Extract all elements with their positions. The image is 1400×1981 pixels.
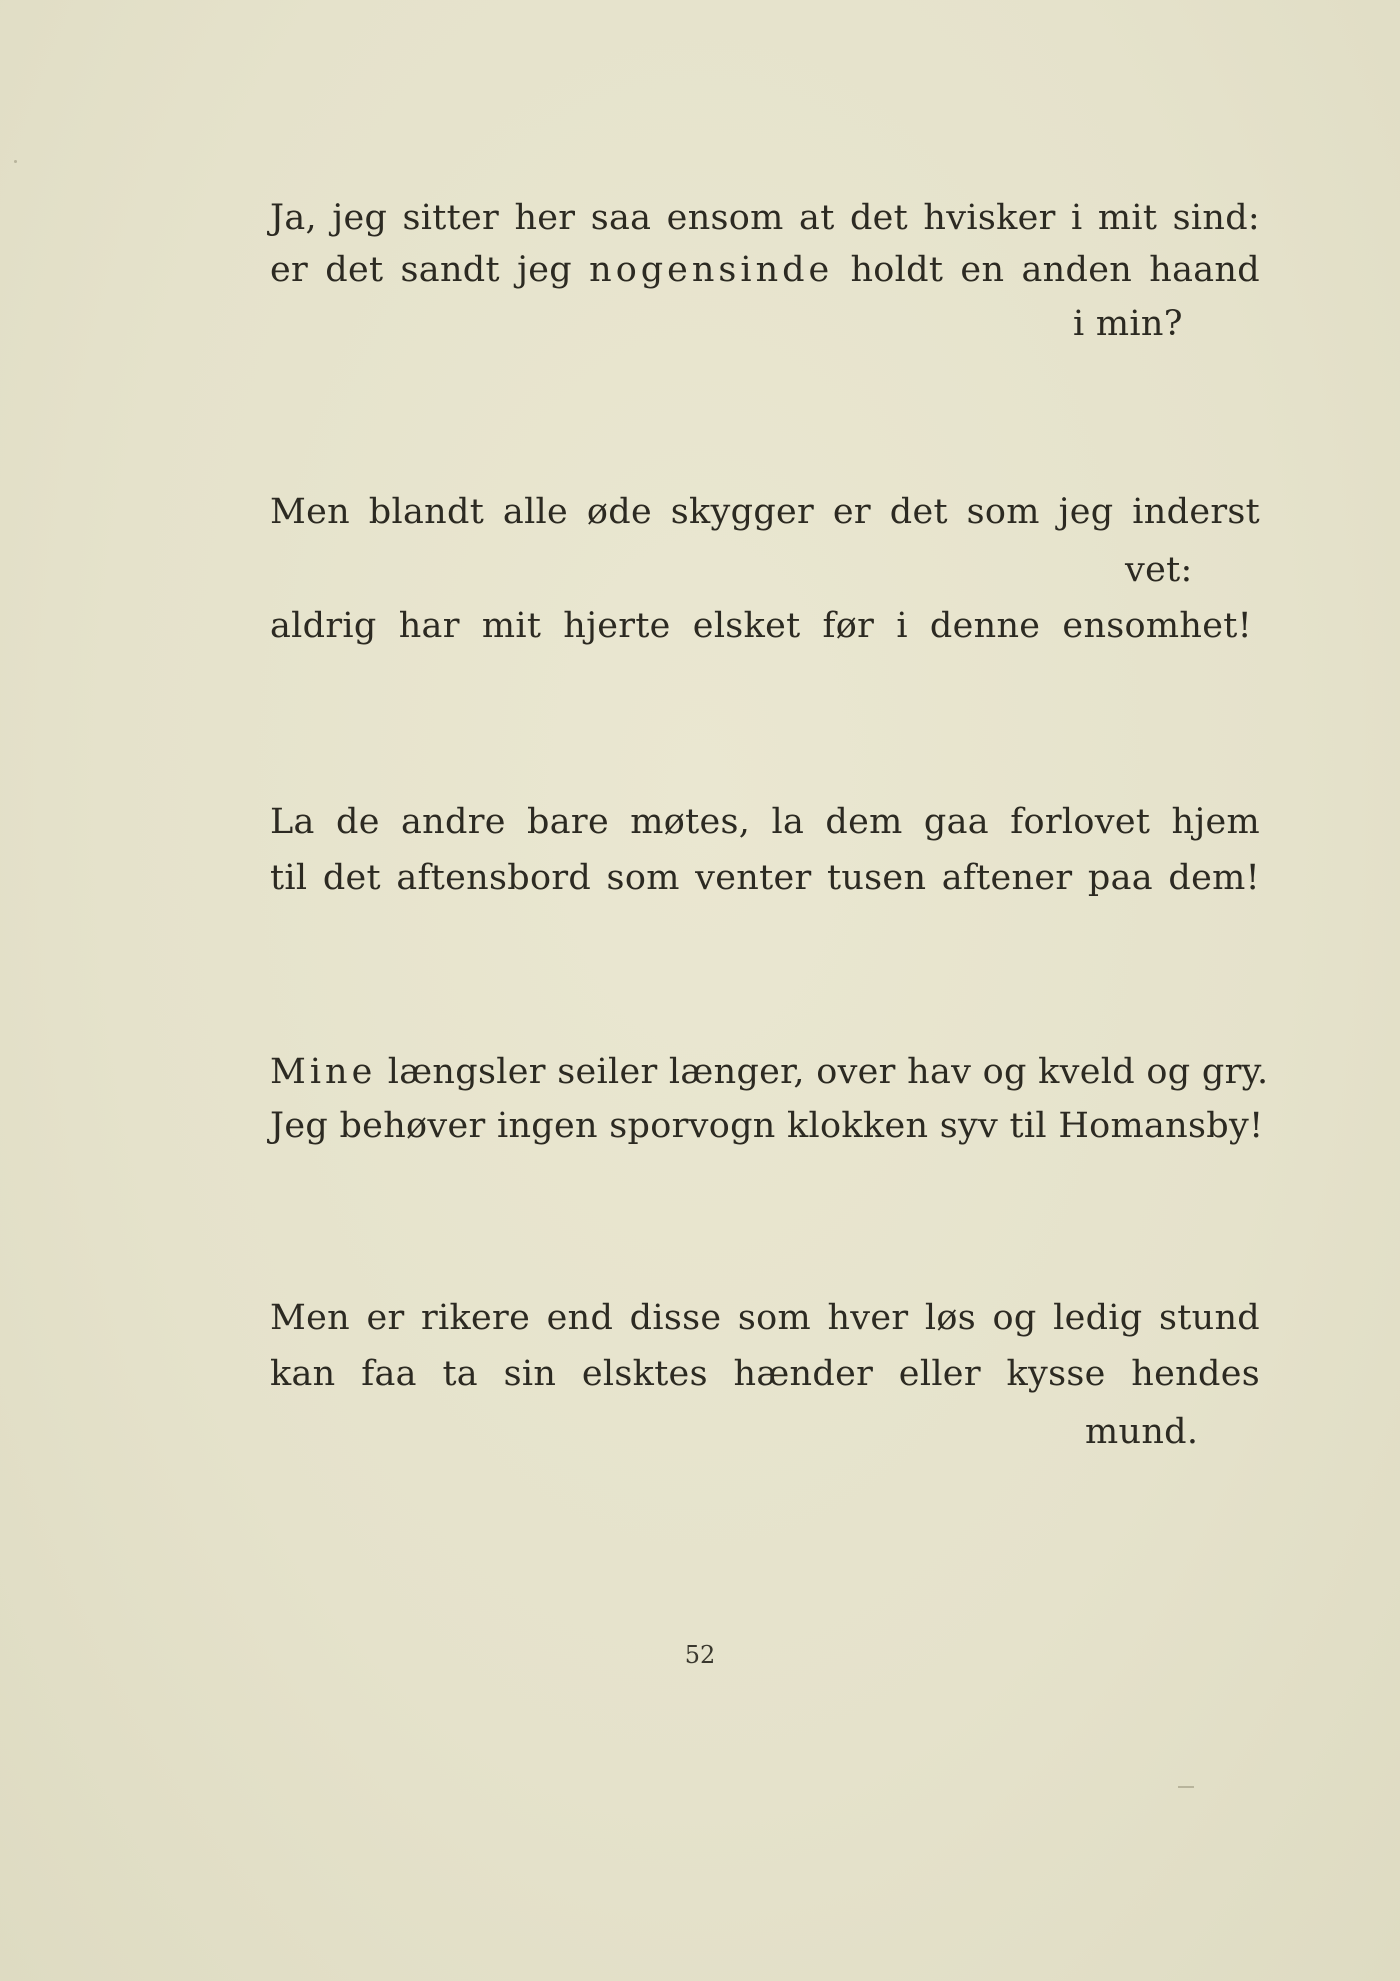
stanza-4-line-2: Jeg behøver ingen sporvogn klokken syv til Homansby! <box>270 1106 1264 1146</box>
stanza-2-line-2: aldrig har mit hjerte elsket før i denne ensomhet! <box>270 606 1252 646</box>
stanza-5-line-2: kan faa ta sin elsktes hænder eller kysse hendes <box>270 1354 1260 1394</box>
stanza-4-line-1 <box>270 1050 1269 1094</box>
stanza-1-line-1: Ja, jeg sitter her saa ensom at det hvisker i mit sind: <box>270 198 1260 238</box>
stanza-2-line-1-continuation: vet: <box>1125 550 1193 590</box>
scan-dash-mark <box>1178 1786 1194 1788</box>
stanza-1-line-2 <box>270 248 1260 292</box>
stanza-4-emphasized-word: Mine <box>270 1052 377 1092</box>
stanza-1-line-2-continuation: i min? <box>1073 304 1183 344</box>
stanza-5-line-1: Men er rikere end disse som hver løs og ledig stund <box>270 1298 1260 1338</box>
stanza-1-emphasized-word: nogensinde <box>589 250 834 290</box>
stanza-5-line-2-continuation: mund. <box>1085 1412 1199 1452</box>
stanza-1-line-2-end: holdt en anden haand <box>850 250 1260 290</box>
stanza-4-line-1-rest: længsler seiler længer, over hav og kveld og gry. <box>387 1052 1269 1092</box>
page-number: 52 <box>684 1641 716 1669</box>
scan-speck <box>14 160 17 163</box>
stanza-2-line-1: Men blandt alle øde skygger er det som jeg inderst <box>270 492 1260 532</box>
stanza-3-line-2: til det aftensbord som venter tusen aftener paa dem! <box>270 858 1260 898</box>
stanza-1-line-2-start: er det sandt jeg <box>270 250 572 290</box>
stanza-3-line-1: La de andre bare møtes, la dem gaa forlovet hjem <box>270 802 1260 842</box>
